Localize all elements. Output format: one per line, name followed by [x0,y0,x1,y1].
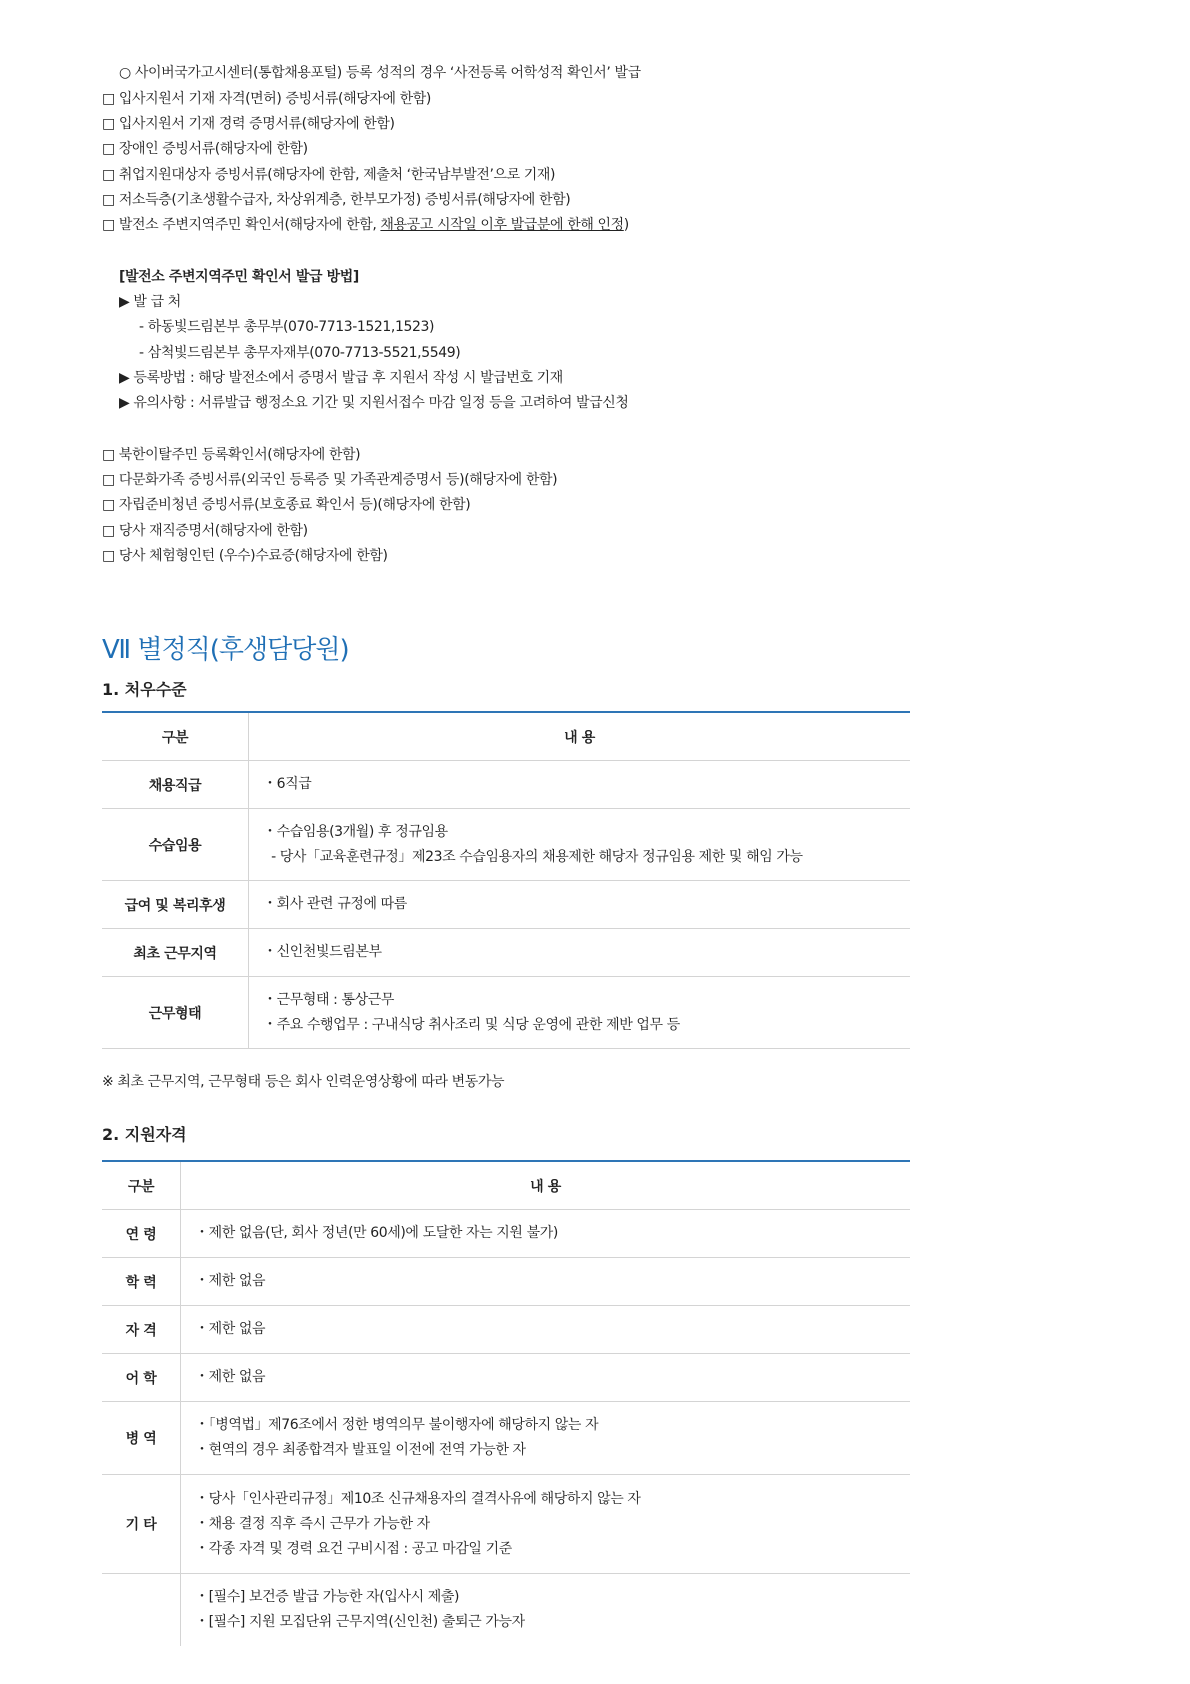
row-content [181,1210,911,1258]
section-title: Ⅶ 별정직(후생담당원) [102,635,349,665]
top-list-line-2: □ 입사지원서 기재 자격(면허) 증빙서류(해당자에 한함) [102,91,431,107]
line-7-prefix: □ 발전소 주변지역주민 확인서(해당자에 한함, [102,217,381,233]
row-line: ・근무형태 : 통상근무 [263,991,395,1008]
row-content [181,1475,911,1574]
row-label: 어 학 [102,1354,181,1402]
notice: ▶ 유의사항 : 서류발급 행정소요 기간 및 지원서접수 마감 일정 등을 고려하여 발급신청 [119,395,629,411]
issuer-1: - 하동빛드림본부 총무부(070-7713-1521,1523) [139,319,435,335]
row-label: 자 격 [102,1306,181,1354]
top-list-line-6: □ 저소득층(기초생활수급자, 차상위계층, 한부모가정) 증빙서류(해당자에 한함) [102,192,571,208]
table-row [102,881,910,929]
table-row [102,761,910,809]
table-row [102,1354,910,1402]
table-header-row [102,1161,910,1210]
row-line: ・회사 관련 규정에 따름 [263,896,407,912]
bottom-list-line-2: □ 다문화가족 증빙서류(외국인 등록증 및 가족관계증명서 등)(해당자에 한함) [102,472,558,488]
line-7-suffix: ) [623,217,629,233]
top-list-line-4: □ 장애인 증빙서류(해당자에 한함) [102,141,308,157]
row-line: ・제한 없음 [195,1273,266,1289]
row-content [249,929,911,977]
row-content [181,1306,911,1354]
row-content [249,881,911,929]
row-label: 기 타 [102,1475,181,1574]
table-header-row [102,712,910,761]
bottom-list-line-5: □ 당사 체험형인턴 (우수)수료증(해당자에 한함) [102,548,388,564]
row-content [181,1402,911,1475]
header-content: 내 용 [249,712,911,761]
header-content: 내 용 [181,1161,911,1210]
register-method: ▶ 등록방법 : 해당 발전소에서 증명서 발급 후 지원서 작성 시 발급번호 기재 [119,370,563,386]
row-label: 수습임용 [102,809,249,881]
table-row [102,977,910,1049]
row-line: ・주요 수행업무 : 구내식당 취사조리 및 식당 운영에 관한 제반 업무 등 [263,1016,680,1033]
table-row [102,1306,910,1354]
issuer-label: ▶ 발 급 처 [119,294,181,310]
row-label [102,1574,181,1646]
issue-method-title: [발전소 주변지역주민 확인서 발급 방법] [119,269,359,285]
table-row [102,1210,910,1258]
row-line: ・현역의 경우 최종합격자 발표일 이전에 전역 가능한 자 [195,1442,526,1458]
row-line: ・제한 없음 [195,1321,266,1337]
row-content [249,809,911,881]
row-label: 연 령 [102,1210,181,1258]
table-row [102,1258,910,1306]
row-content [249,761,911,809]
row-content [181,1354,911,1402]
row-content [181,1574,911,1646]
eligibility-table [102,1160,910,1646]
row-line: ・제한 없음 [195,1369,266,1385]
row-label: 병 역 [102,1402,181,1475]
top-list-line-7 [102,215,629,235]
row-line: ・「병역법」제76조에서 정한 병역의무 불이행자에 해당하지 않는 자 [195,1417,599,1433]
header-category: 구분 [102,1161,181,1210]
row-line: ・6직급 [263,776,312,792]
row-line: ・[필수] 지원 모집단위 근무지역(신인천) 출퇴근 가능자 [195,1613,525,1630]
row-label: 학 력 [102,1258,181,1306]
row-label: 채용직급 [102,761,249,809]
row-label: 급여 및 복리후생 [102,881,249,929]
row-line: ・제한 없음(단, 회사 정년(만 60세)에 도달한 자는 지원 불가) [195,1225,558,1241]
row-content [181,1258,911,1306]
top-list-line-1: ○ 사이버국가고시센터(통합채용포털) 등록 성적의 경우 ‘사전등록 어학성적 확인서’ 발급 [119,65,641,81]
bottom-list-line-3: □ 자립준비청년 증빙서류(보호종료 확인서 등)(해당자에 한함) [102,497,471,513]
row-content [249,977,911,1049]
top-list-line-3: □ 입사지원서 기재 경력 증명서류(해당자에 한함) [102,116,395,132]
row-label: 최초 근무지역 [102,929,249,977]
row-line: ・신인천빛드림본부 [263,944,382,960]
table-row [102,809,910,881]
row-line: ・당사「인사관리규정」제10조 신규채용자의 결격사유에 해당하지 않는 자 [195,1490,641,1507]
row-line: - 당사「교육훈련규정」제23조 수습임용자의 채용제한 해당자 정규임용 제한 및 해임 가능 [263,848,803,865]
row-line: ・[필수] 보건증 발급 가능한 자(입사시 제출) [195,1588,460,1605]
row-label: 근무형태 [102,977,249,1049]
row-line: ・수습임용(3개월) 후 정규임용 [263,823,448,840]
issuer-2: - 삼척빛드림본부 총무자재부(070-7713-5521,5549) [139,345,461,361]
bottom-list-line-4: □ 당사 재직증명서(해당자에 한함) [102,523,308,539]
header-category: 구분 [102,712,249,761]
section-1-note: ※ 최초 근무지역, 근무형태 등은 회사 인력운영상황에 따라 변동가능 [102,1074,505,1090]
line-7-underlined: 채용공고 시작일 이후 발급분에 한해 인정 [380,217,624,233]
section-2-title: 2. 지원자격 [102,1125,187,1144]
section-1-title: 1. 처우수준 [102,680,187,699]
table-row [102,1574,910,1646]
row-line: ・각종 자격 및 경력 요건 구비시점 : 공고 마감일 기준 [195,1540,512,1557]
bottom-list-line-1: □ 북한이탈주민 등록확인서(해당자에 한함) [102,447,361,463]
compensation-table [102,711,910,1049]
table-row [102,1402,910,1475]
table-row [102,1475,910,1574]
top-list-line-5: □ 취업지원대상자 증빙서류(해당자에 한함, 제출처 ‘한국남부발전’으로 기재) [102,167,556,183]
row-line: ・채용 결정 직후 즉시 근무가 가능한 자 [195,1515,430,1532]
table-row [102,929,910,977]
